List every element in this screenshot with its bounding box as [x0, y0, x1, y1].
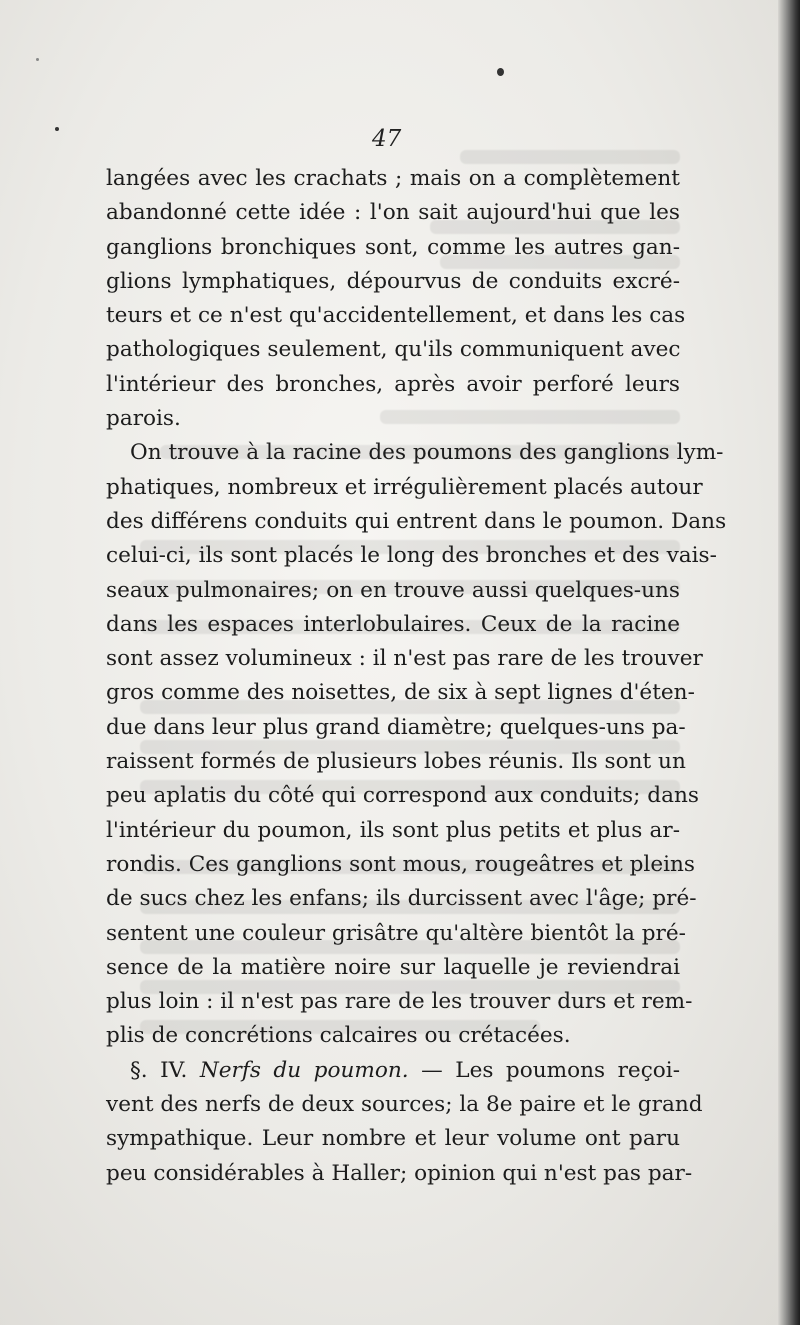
text-line: parois.	[106, 406, 181, 432]
ink-speck	[36, 58, 39, 61]
text-line: rondis. Ces ganglions sont mous, rougeâtres et pleins	[106, 851, 695, 877]
text-line: langées avec les crachats ; mais on a complètement	[106, 166, 680, 191]
paragraph	[106, 436, 727, 1053]
paragraph	[106, 1054, 703, 1191]
text-line: gros comme des noisettes, de six à sept lignes d'éten-	[106, 680, 695, 706]
text-line: due dans leur plus grand diamètre; quelques-uns pa-	[106, 714, 686, 740]
text-line: celui-ci, ils sont placés le long des bronches et des vais-	[106, 543, 717, 569]
text-line: l'intérieur des bronches, après avoir perforé leurs	[106, 371, 680, 397]
text-line: raissent formés de plusieurs lobes réunis. Ils sont un	[106, 749, 686, 775]
page-number: 47	[372, 126, 402, 152]
text-line: ganglions bronchiques sont, comme les autres gan-	[106, 234, 680, 260]
text-line: sentent une couleur grisâtre qu'altère bientôt la pré-	[106, 920, 686, 946]
text-fragment: — Les poumons reçoi-	[421, 1057, 680, 1083]
text-line: abandonné cette idée : l'on sait aujourd'hui que les	[106, 200, 680, 226]
section-label: §. IV.	[130, 1057, 188, 1083]
text-line: dans les espaces interlobulaires. Ceux de la racine	[106, 611, 680, 637]
body-text	[106, 162, 727, 1191]
text-line: phatiques, nombreux et irrégulièrement placés autour	[106, 474, 703, 500]
text-line: plis de concrétions calcaires ou crétacées.	[106, 1023, 571, 1049]
text-line: peu aplatis du côté qui correspond aux conduits; dans	[106, 783, 699, 809]
section-heading-line	[106, 1054, 680, 1088]
section-title: Nerfs du poumon.	[199, 1057, 409, 1083]
ink-speck	[55, 127, 59, 131]
text-line: teurs et ce n'est qu'accidentellement, et dans les cas	[106, 303, 686, 329]
text-line: plus loin : il n'est pas rare de les trouver durs et rem-	[106, 989, 693, 1015]
paragraph	[106, 162, 686, 436]
text-line: glions lymphatiques, dépourvus de conduits excré-	[106, 268, 680, 294]
text-line: des différens conduits qui entrent dans le poumon. Dans	[106, 508, 727, 534]
text-line: sence de la matière noire sur laquelle je reviendrai	[106, 954, 680, 980]
text-line: peu considérables à Haller; opinion qui n'est pas par-	[106, 1160, 693, 1186]
text-line: l'intérieur du poumon, ils sont plus petits et plus ar-	[106, 817, 680, 843]
text-line: de sucs chez les enfans; ils durcissent avec l'âge; pré-	[106, 886, 697, 912]
text-line: sont assez volumineux : il n'est pas rare de les trouver	[106, 646, 703, 672]
ink-speck	[497, 68, 504, 76]
text-line: vent des nerfs de deux sources; la 8e paire et le grand	[106, 1092, 703, 1118]
text-line: seaux pulmonaires; on en trouve aussi quelques-uns	[106, 577, 680, 603]
text-line: sympathique. Leur nombre et leur volume ont paru	[106, 1126, 680, 1152]
text-line: On trouve à la racine des poumons des ganglions lym-	[130, 440, 724, 466]
page-edge-shadow	[778, 0, 800, 1325]
text-line: pathologiques seulement, qu'ils communiquent avec	[106, 337, 681, 363]
